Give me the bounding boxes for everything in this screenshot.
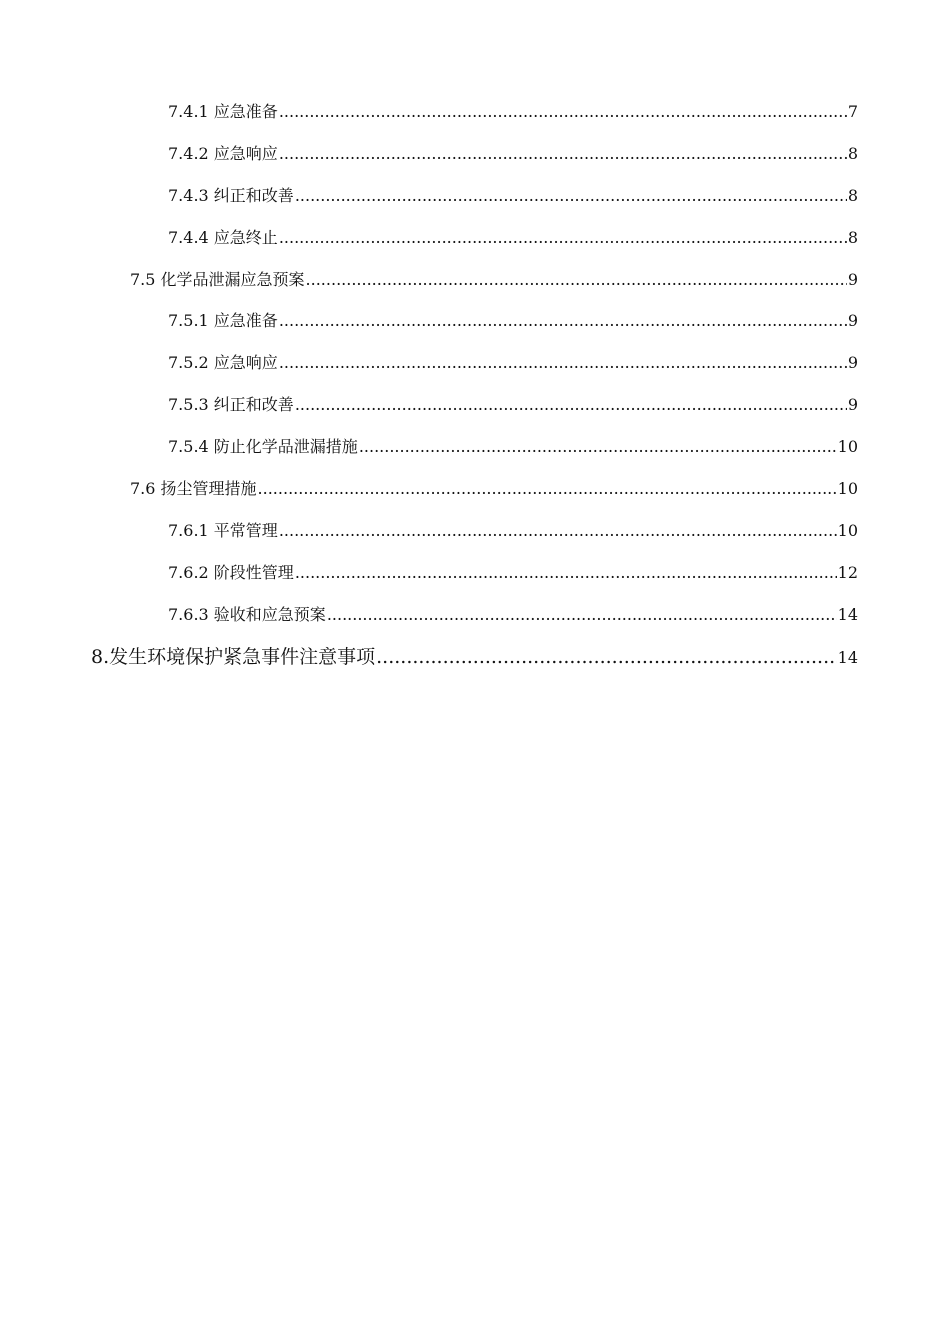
toc-leader-dots [279,310,847,332]
toc-entry-title: 8.发生环境保护紧急事件注意事项 [91,646,376,668]
toc-entry-page: 9 [847,270,858,289]
toc-entry-page: 8 [847,186,858,205]
toc-leader-dots [359,436,837,458]
toc-entry-title: 7.4.2 应急响应 [168,144,278,163]
toc-leader-dots [279,227,847,249]
toc-leader-dots [279,101,847,123]
toc-entry-page: 10 [837,437,858,456]
toc-entry-title: 7.5 化学品泄漏应急预案 [130,270,305,289]
toc-entry-title: 7.4.3 纠正和改善 [168,186,294,205]
toc-entry-7-5-4[interactable] [168,436,858,458]
toc-entry-title: 7.6 扬尘管理措施 [130,479,257,498]
toc-entry-title: 7.4.1 应急准备 [168,102,278,121]
toc-entry-title: 7.6.2 阶段性管理 [168,563,294,582]
toc-entry-7-6-1[interactable] [168,520,858,542]
toc-entry-7-6-3[interactable] [168,604,858,626]
toc-entry-7-5[interactable] [130,269,858,291]
toc-entry-7-6-2[interactable] [168,562,858,584]
toc-leader-dots [295,394,847,416]
toc-entry-page: 7 [847,102,858,121]
toc-leader-dots [327,604,837,626]
toc-entry-page: 9 [847,353,858,372]
toc-entry-7-6[interactable] [130,478,858,500]
toc-entry-7-4-3[interactable] [168,185,858,207]
toc-entry-8[interactable] [91,646,858,668]
toc-entry-title: 7.6.3 验收和应急预案 [168,605,326,624]
toc-entry-page: 9 [847,395,858,414]
toc-leader-dots [279,520,837,542]
toc-leader-dots [258,478,837,500]
toc-entry-title: 7.5.3 纠正和改善 [168,395,294,414]
toc-leader-dots [295,185,847,207]
toc-leader-dots [279,352,847,374]
toc-entry-page: 9 [847,311,858,330]
toc-entry-page: 10 [837,521,858,540]
toc-entry-page: 8 [847,228,858,247]
toc-leader-dots [376,646,837,668]
toc-entry-page: 14 [837,605,858,624]
toc-entry-title: 7.6.1 平常管理 [168,521,278,540]
toc-entry-7-4-4[interactable] [168,227,858,249]
toc-entry-title: 7.4.4 应急终止 [168,228,278,247]
toc-entry-title: 7.5.2 应急响应 [168,353,278,372]
toc-entry-title: 7.5.1 应急准备 [168,311,278,330]
toc-entry-page: 10 [837,479,858,498]
toc-entry-page: 14 [837,648,858,667]
toc-entry-page: 8 [847,144,858,163]
toc-leader-dots [279,143,847,165]
toc-entry-7-5-1[interactable] [168,310,858,332]
toc-leader-dots [295,562,837,584]
toc-entry-page: 12 [837,563,858,582]
toc-entry-7-4-1[interactable] [168,101,858,123]
toc-entry-7-5-2[interactable] [168,352,858,374]
toc-entry-7-4-2[interactable] [168,143,858,165]
toc-entry-7-5-3[interactable] [168,394,858,416]
toc-leader-dots [306,269,847,291]
toc-entry-title: 7.5.4 防止化学品泄漏措施 [168,437,358,456]
